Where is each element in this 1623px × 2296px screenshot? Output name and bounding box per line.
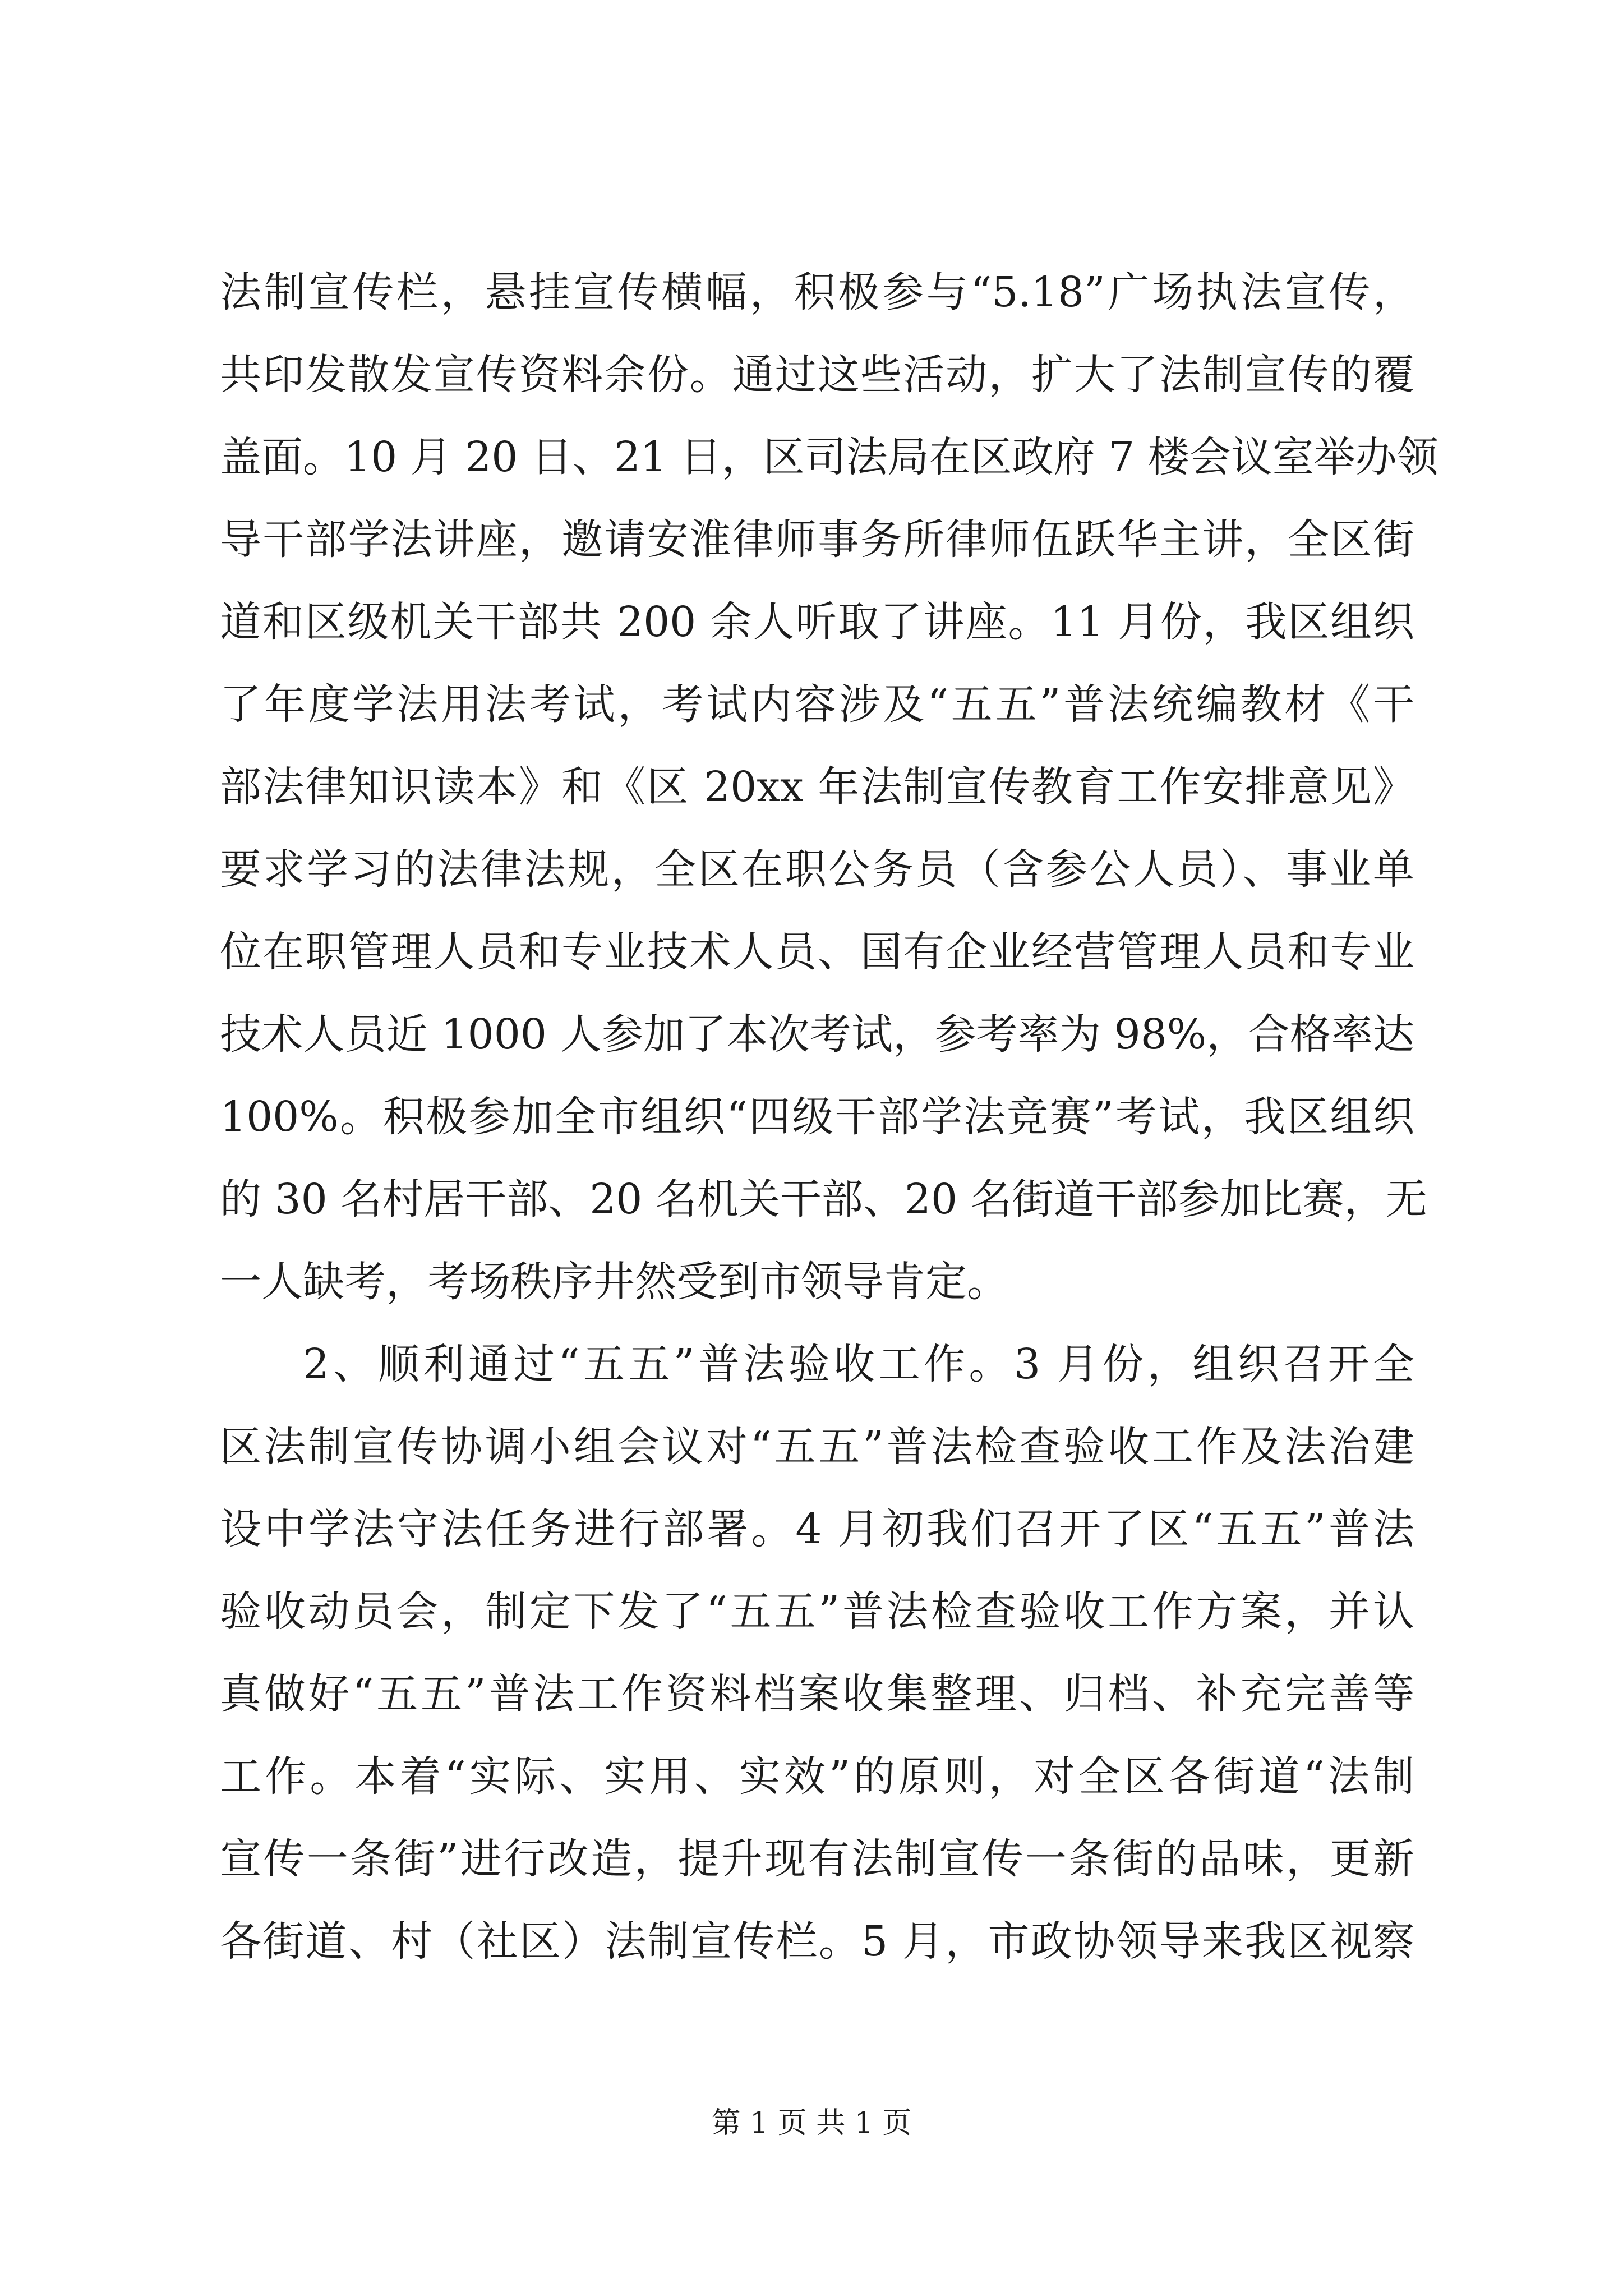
text-line: 部法律知识读本》和《区 20xx 年法制宣传教育工作安排意见》 (220, 763, 1414, 811)
text-line: 工作。本着“实际、实用、实效”的原则，对全区各街道“法制 (220, 1752, 1414, 1801)
text-line: 验收动员会，制定下发了“五五”普法检查验收工作方案，并认 (220, 1588, 1414, 1636)
text-line: 导干部学法讲座，邀请安淮律师事务所律师伍跃华主讲，全区街 (220, 516, 1414, 564)
text-line: 盖面。10 月 20 日、21 日，区司法局在区政府 7 楼会议室举办领 (220, 433, 1438, 481)
text-line: 宣传一条街”进行改造，提升现有法制宣传一条街的品味，更新 (220, 1835, 1414, 1883)
page-number-label: 第 1 页 共 1 页 (711, 2106, 912, 2140)
text-line: 真做好“五五”普法工作资料档案收集整理、归档、补充完善等 (220, 1670, 1414, 1718)
text-line: 各街道、村（社区）法制宣传栏。5 月，市政协领导来我区视察 (220, 1917, 1414, 1966)
text-line: 技术人员近 1000 人参加了本次考试，参考率为 98%，合格率达 (220, 1010, 1414, 1059)
paragraph-1 (220, 251, 1438, 1323)
paragraph-2 (220, 1323, 1414, 1983)
text-line: 2、顺利通过“五五”普法验收工作。3 月份，组织召开全 (303, 1340, 1414, 1388)
text-line: 100%。积极参加全市组织“四级干部学法竞赛”考试，我区组织 (220, 1093, 1414, 1141)
text-line: 位在职管理人员和专业技术人员、国有企业经营管理人员和专业 (220, 928, 1414, 976)
text-line: 共印发散发宣传资料余份。通过这些活动，扩大了法制宣传的覆 (220, 351, 1414, 399)
text-line: 设中学法守法任务进行部署。4 月初我们召开了区“五五”普法 (220, 1505, 1414, 1553)
text-line: 一人缺考，考场秩序井然受到市领导肯定。 (220, 1258, 1008, 1306)
text-line: 法制宣传栏，悬挂宣传横幅，积极参与“5.18”广场执法宣传， (220, 268, 1414, 316)
document-body (220, 251, 1438, 1983)
text-line: 的 30 名村居干部、20 名机关干部、20 名街道干部参加比赛，无 (220, 1175, 1427, 1223)
text-line: 了年度学法用法考试，考试内容涉及“五五”普法统编教材《干 (220, 680, 1414, 729)
text-line: 区法制宣传协调小组会议对“五五”普法检查验收工作及法治建 (220, 1423, 1414, 1471)
text-line: 要求学习的法律法规，全区在职公务员（含参公人员）、事业单 (220, 845, 1414, 894)
text-line: 道和区级机关干部共 200 余人听取了讲座。11 月份，我区组织 (220, 598, 1414, 646)
page-footer (0, 2104, 1623, 2143)
